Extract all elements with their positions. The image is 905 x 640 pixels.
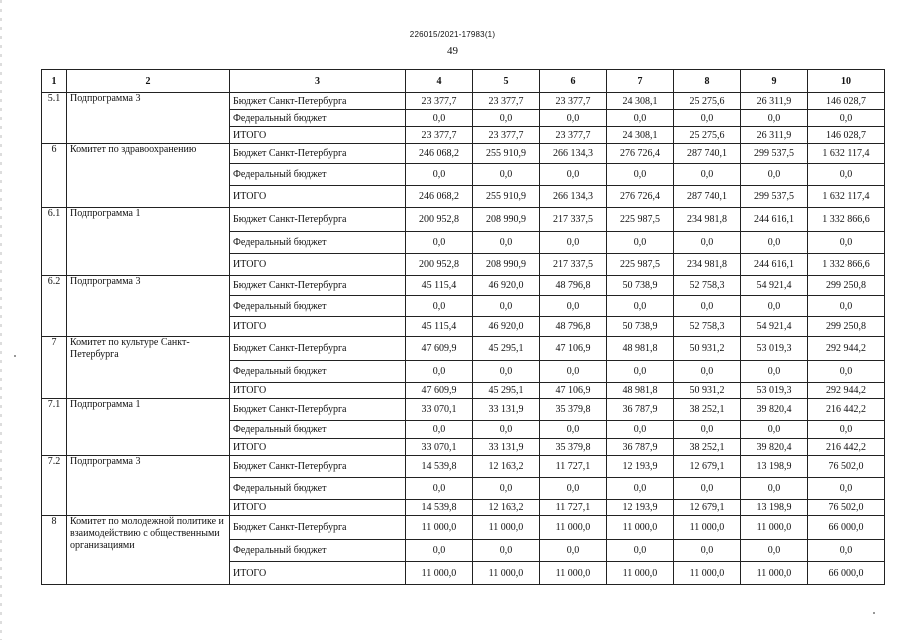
amount-cell: 0,0 [406, 164, 473, 186]
amount-cell: 50 738,9 [607, 276, 674, 296]
funding-source: ИТОГО [230, 562, 406, 585]
amount-cell: 13 198,9 [741, 500, 808, 516]
amount-cell: 24 308,1 [607, 93, 674, 110]
amount-cell: 11 000,0 [473, 516, 540, 540]
column-header: 5 [473, 70, 540, 93]
amount-cell: 225 987,5 [607, 208, 674, 232]
table-row [42, 144, 885, 164]
amount-cell: 0,0 [406, 540, 473, 562]
amount-cell: 0,0 [540, 540, 607, 562]
amount-cell: 0,0 [406, 232, 473, 254]
amount-cell: 0,0 [808, 361, 885, 383]
amount-cell: 39 820,4 [741, 399, 808, 421]
amount-cell: 0,0 [540, 232, 607, 254]
amount-cell: 66 000,0 [808, 516, 885, 540]
amount-cell: 0,0 [607, 164, 674, 186]
amount-cell: 33 070,1 [406, 439, 473, 456]
amount-cell: 66 000,0 [808, 562, 885, 585]
amount-cell: 287 740,1 [674, 186, 741, 208]
amount-cell: 35 379,8 [540, 439, 607, 456]
amount-cell: 0,0 [406, 478, 473, 500]
amount-cell: 11 000,0 [540, 562, 607, 585]
amount-cell: 25 275,6 [674, 127, 741, 144]
amount-cell: 299 250,8 [808, 317, 885, 337]
amount-cell: 45 115,4 [406, 317, 473, 337]
amount-cell: 216 442,2 [808, 439, 885, 456]
program-name: Подпрограмма 1 [67, 208, 230, 276]
amount-cell: 46 920,0 [473, 276, 540, 296]
amount-cell: 11 000,0 [406, 562, 473, 585]
amount-cell: 47 609,9 [406, 337, 473, 361]
amount-cell: 11 000,0 [473, 562, 540, 585]
program-name: Подпрограмма 3 [67, 276, 230, 337]
amount-cell: 0,0 [674, 361, 741, 383]
table-row [42, 337, 885, 361]
amount-cell: 234 981,8 [674, 254, 741, 276]
amount-cell: 0,0 [741, 478, 808, 500]
amount-cell: 217 337,5 [540, 208, 607, 232]
amount-cell: 12 193,9 [607, 500, 674, 516]
amount-cell: 1 632 117,4 [808, 186, 885, 208]
amount-cell: 53 019,3 [741, 383, 808, 399]
amount-cell: 217 337,5 [540, 254, 607, 276]
column-header: 1 [42, 70, 67, 93]
amount-cell: 299 537,5 [741, 144, 808, 164]
funding-source: Федеральный бюджет [230, 540, 406, 562]
amount-cell: 0,0 [674, 540, 741, 562]
funding-source: Бюджет Санкт-Петербурга [230, 208, 406, 232]
funding-source: ИТОГО [230, 254, 406, 276]
amount-cell: 0,0 [741, 232, 808, 254]
amount-cell: 200 952,8 [406, 254, 473, 276]
amount-cell: 244 616,1 [741, 208, 808, 232]
amount-cell: 23 377,7 [540, 93, 607, 110]
amount-cell: 0,0 [540, 110, 607, 127]
amount-cell: 0,0 [607, 478, 674, 500]
funding-source: Федеральный бюджет [230, 478, 406, 500]
column-header: 8 [674, 70, 741, 93]
funding-source: ИТОГО [230, 439, 406, 456]
amount-cell: 0,0 [808, 232, 885, 254]
funding-source: Бюджет Санкт-Петербурга [230, 276, 406, 296]
funding-source: ИТОГО [230, 317, 406, 337]
amount-cell: 0,0 [540, 296, 607, 317]
amount-cell: 276 726,4 [607, 144, 674, 164]
amount-cell: 11 000,0 [674, 516, 741, 540]
amount-cell: 0,0 [808, 164, 885, 186]
amount-cell: 33 070,1 [406, 399, 473, 421]
amount-cell: 0,0 [741, 361, 808, 383]
amount-cell: 299 537,5 [741, 186, 808, 208]
amount-cell: 48 796,8 [540, 317, 607, 337]
amount-cell: 0,0 [406, 110, 473, 127]
scan-speck [14, 355, 16, 357]
amount-cell: 0,0 [674, 296, 741, 317]
row-number: 7.2 [42, 456, 67, 516]
funding-source: ИТОГО [230, 127, 406, 144]
amount-cell: 0,0 [607, 421, 674, 439]
amount-cell: 0,0 [674, 232, 741, 254]
amount-cell: 146 028,7 [808, 127, 885, 144]
amount-cell: 23 377,7 [406, 127, 473, 144]
amount-cell: 48 981,8 [607, 337, 674, 361]
amount-cell: 50 931,2 [674, 383, 741, 399]
program-name: Подпрограмма 3 [67, 456, 230, 516]
amount-cell: 0,0 [406, 421, 473, 439]
amount-cell: 0,0 [808, 296, 885, 317]
amount-cell: 12 193,9 [607, 456, 674, 478]
amount-cell: 76 502,0 [808, 456, 885, 478]
amount-cell: 23 377,7 [406, 93, 473, 110]
amount-cell: 0,0 [607, 540, 674, 562]
amount-cell: 23 377,7 [473, 93, 540, 110]
amount-cell: 33 131,9 [473, 399, 540, 421]
funding-source: Федеральный бюджет [230, 421, 406, 439]
amount-cell: 54 921,4 [741, 317, 808, 337]
amount-cell: 0,0 [808, 421, 885, 439]
amount-cell: 0,0 [473, 540, 540, 562]
amount-cell: 48 981,8 [607, 383, 674, 399]
amount-cell: 11 000,0 [406, 516, 473, 540]
amount-cell: 208 990,9 [473, 254, 540, 276]
table-row [42, 456, 885, 478]
amount-cell: 208 990,9 [473, 208, 540, 232]
amount-cell: 11 000,0 [674, 562, 741, 585]
row-number: 5.1 [42, 93, 67, 144]
amount-cell: 0,0 [741, 421, 808, 439]
amount-cell: 45 295,1 [473, 337, 540, 361]
amount-cell: 11 727,1 [540, 456, 607, 478]
amount-cell: 12 679,1 [674, 456, 741, 478]
amount-cell: 246 068,2 [406, 144, 473, 164]
amount-cell: 1 632 117,4 [808, 144, 885, 164]
amount-cell: 0,0 [674, 478, 741, 500]
amount-cell: 1 332 866,6 [808, 208, 885, 232]
document-id: 226015/2021-17983(1) [409, 30, 496, 39]
amount-cell: 0,0 [540, 361, 607, 383]
amount-cell: 76 502,0 [808, 500, 885, 516]
amount-cell: 200 952,8 [406, 208, 473, 232]
page-number: 49 [447, 45, 458, 57]
scan-speck [873, 612, 875, 614]
amount-cell: 0,0 [741, 540, 808, 562]
amount-cell: 0,0 [473, 164, 540, 186]
amount-cell: 0,0 [808, 540, 885, 562]
column-header: 4 [406, 70, 473, 93]
table-body [42, 70, 885, 585]
amount-cell: 0,0 [674, 421, 741, 439]
program-name: Комитет по здравоохранению [67, 144, 230, 208]
amount-cell: 292 944,2 [808, 383, 885, 399]
amount-cell: 45 295,1 [473, 383, 540, 399]
amount-cell: 0,0 [741, 296, 808, 317]
amount-cell: 0,0 [607, 361, 674, 383]
amount-cell: 24 308,1 [607, 127, 674, 144]
row-number: 7 [42, 337, 67, 399]
column-header: 2 [67, 70, 230, 93]
amount-cell: 23 377,7 [540, 127, 607, 144]
row-number: 6.1 [42, 208, 67, 276]
funding-source: Бюджет Санкт-Петербурга [230, 337, 406, 361]
amount-cell: 45 115,4 [406, 276, 473, 296]
table-row [42, 93, 885, 110]
amount-cell: 12 163,2 [473, 456, 540, 478]
funding-source: Бюджет Санкт-Петербурга [230, 144, 406, 164]
amount-cell: 12 679,1 [674, 500, 741, 516]
column-header: 7 [607, 70, 674, 93]
amount-cell: 292 944,2 [808, 337, 885, 361]
funding-source: ИТОГО [230, 500, 406, 516]
program-name: Комитет по молодежной политике и взаимодействию с общественными организациями [67, 516, 230, 585]
table-row [42, 399, 885, 421]
funding-source: Федеральный бюджет [230, 232, 406, 254]
amount-cell: 39 820,4 [741, 439, 808, 456]
amount-cell: 11 000,0 [607, 562, 674, 585]
row-number: 6 [42, 144, 67, 208]
amount-cell: 47 609,9 [406, 383, 473, 399]
amount-cell: 47 106,9 [540, 383, 607, 399]
funding-source: Бюджет Санкт-Петербурга [230, 516, 406, 540]
amount-cell: 52 758,3 [674, 276, 741, 296]
amount-cell: 0,0 [741, 164, 808, 186]
amount-cell: 35 379,8 [540, 399, 607, 421]
amount-cell: 26 311,9 [741, 127, 808, 144]
amount-cell: 12 163,2 [473, 500, 540, 516]
row-number: 7.1 [42, 399, 67, 456]
amount-cell: 47 106,9 [540, 337, 607, 361]
amount-cell: 255 910,9 [473, 186, 540, 208]
amount-cell: 0,0 [473, 232, 540, 254]
table-header-row [42, 70, 885, 93]
amount-cell: 266 134,3 [540, 186, 607, 208]
amount-cell: 11 000,0 [540, 516, 607, 540]
funding-source: Бюджет Санкт-Петербурга [230, 456, 406, 478]
amount-cell: 50 738,9 [607, 317, 674, 337]
amount-cell: 255 910,9 [473, 144, 540, 164]
amount-cell: 11 727,1 [540, 500, 607, 516]
amount-cell: 48 796,8 [540, 276, 607, 296]
amount-cell: 23 377,7 [473, 127, 540, 144]
amount-cell: 276 726,4 [607, 186, 674, 208]
amount-cell: 0,0 [473, 421, 540, 439]
amount-cell: 33 131,9 [473, 439, 540, 456]
budget-table [41, 69, 885, 585]
amount-cell: 0,0 [808, 478, 885, 500]
program-name: Подпрограмма 1 [67, 399, 230, 456]
amount-cell: 234 981,8 [674, 208, 741, 232]
amount-cell: 1 332 866,6 [808, 254, 885, 276]
amount-cell: 287 740,1 [674, 144, 741, 164]
amount-cell: 0,0 [473, 478, 540, 500]
amount-cell: 146 028,7 [808, 93, 885, 110]
program-name: Комитет по культуре Санкт-Петербурга [67, 337, 230, 399]
column-header: 10 [808, 70, 885, 93]
amount-cell: 0,0 [607, 110, 674, 127]
amount-cell: 14 539,8 [406, 500, 473, 516]
amount-cell: 0,0 [540, 478, 607, 500]
amount-cell: 0,0 [741, 110, 808, 127]
amount-cell: 299 250,8 [808, 276, 885, 296]
amount-cell: 0,0 [808, 110, 885, 127]
funding-source: Федеральный бюджет [230, 110, 406, 127]
amount-cell: 26 311,9 [741, 93, 808, 110]
amount-cell: 0,0 [473, 361, 540, 383]
amount-cell: 36 787,9 [607, 399, 674, 421]
amount-cell: 0,0 [540, 164, 607, 186]
column-header: 6 [540, 70, 607, 93]
amount-cell: 0,0 [674, 164, 741, 186]
funding-source: Федеральный бюджет [230, 361, 406, 383]
amount-cell: 0,0 [607, 296, 674, 317]
table-row [42, 208, 885, 232]
amount-cell: 0,0 [607, 232, 674, 254]
row-number: 8 [42, 516, 67, 585]
funding-source: ИТОГО [230, 383, 406, 399]
amount-cell: 38 252,1 [674, 399, 741, 421]
amount-cell: 0,0 [406, 296, 473, 317]
amount-cell: 244 616,1 [741, 254, 808, 276]
amount-cell: 53 019,3 [741, 337, 808, 361]
amount-cell: 11 000,0 [741, 562, 808, 585]
row-number: 6.2 [42, 276, 67, 337]
amount-cell: 0,0 [473, 296, 540, 317]
amount-cell: 266 134,3 [540, 144, 607, 164]
amount-cell: 0,0 [674, 110, 741, 127]
funding-source: Бюджет Санкт-Петербурга [230, 399, 406, 421]
amount-cell: 38 252,1 [674, 439, 741, 456]
amount-cell: 52 758,3 [674, 317, 741, 337]
amount-cell: 0,0 [540, 421, 607, 439]
amount-cell: 246 068,2 [406, 186, 473, 208]
funding-source: ИТОГО [230, 186, 406, 208]
program-name: Подпрограмма 3 [67, 93, 230, 144]
amount-cell: 14 539,8 [406, 456, 473, 478]
amount-cell: 54 921,4 [741, 276, 808, 296]
amount-cell: 25 275,6 [674, 93, 741, 110]
column-header: 3 [230, 70, 406, 93]
funding-source: Бюджет Санкт-Петербурга [230, 93, 406, 110]
column-header: 9 [741, 70, 808, 93]
scan-margin-artifact [0, 0, 2, 640]
amount-cell: 46 920,0 [473, 317, 540, 337]
amount-cell: 216 442,2 [808, 399, 885, 421]
amount-cell: 13 198,9 [741, 456, 808, 478]
amount-cell: 0,0 [406, 361, 473, 383]
amount-cell: 0,0 [473, 110, 540, 127]
table-row [42, 516, 885, 540]
amount-cell: 50 931,2 [674, 337, 741, 361]
amount-cell: 11 000,0 [741, 516, 808, 540]
amount-cell: 225 987,5 [607, 254, 674, 276]
amount-cell: 11 000,0 [607, 516, 674, 540]
funding-source: Федеральный бюджет [230, 164, 406, 186]
amount-cell: 36 787,9 [607, 439, 674, 456]
table-row [42, 276, 885, 296]
funding-source: Федеральный бюджет [230, 296, 406, 317]
